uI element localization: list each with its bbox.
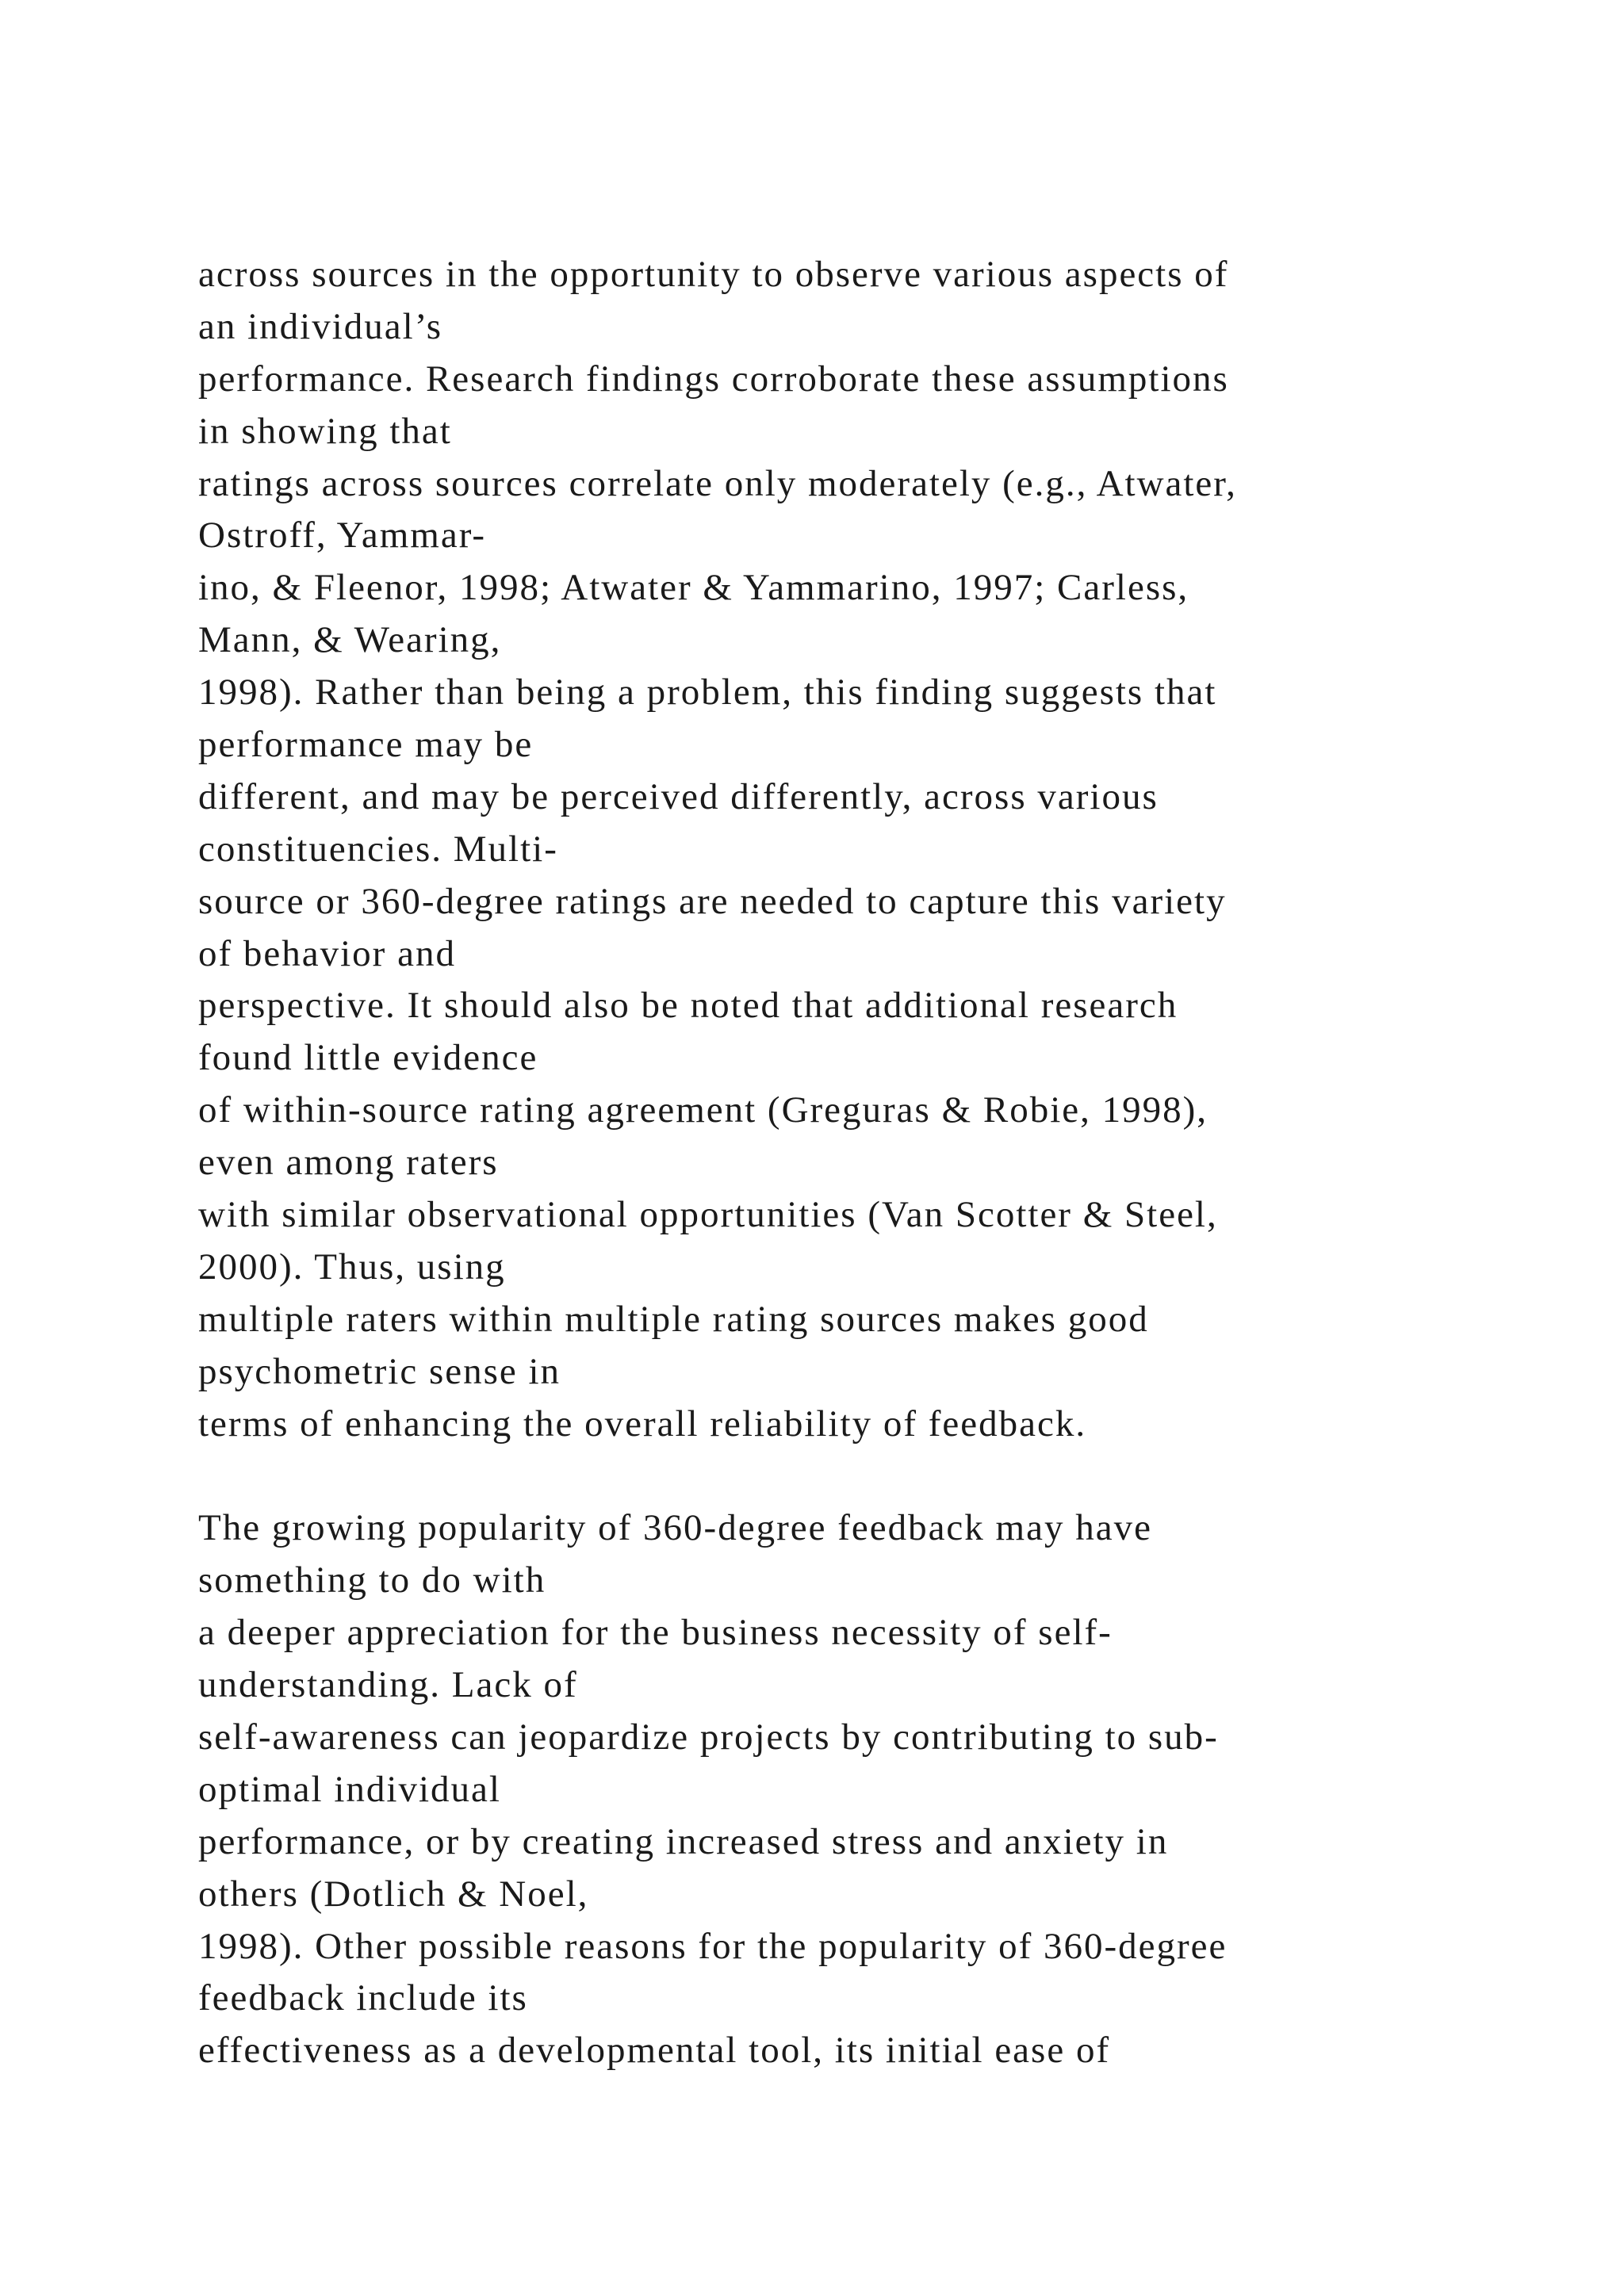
text-line: multiple raters within multiple rating sources makes good xyxy=(198,1298,1149,1340)
text-line: found little evidence xyxy=(198,1037,538,1079)
text-line: an individual’s xyxy=(198,305,443,347)
text-line: 1998). Rather than being a problem, this finding suggests that xyxy=(198,672,1217,714)
text-line: in showing that xyxy=(198,410,452,452)
text-line: terms of enhancing the overall reliability of feedback. xyxy=(198,1402,1087,1445)
text-line: ratings across sources correlate only moderately (e.g., Atwater, xyxy=(198,462,1237,504)
text-line: 1998). Other possible reasons for the popularity of 360-degree xyxy=(198,1925,1228,1967)
text-line: performance, or by creating increased stress and anxiety in xyxy=(198,1820,1169,1862)
text-line: across sources in the opportunity to observe various aspects of xyxy=(198,254,1229,295)
text-line: Mann, & Wearing, xyxy=(198,619,502,661)
text-line: optimal individual xyxy=(198,1768,501,1810)
text-line: 2000). Thus, using xyxy=(198,1246,506,1288)
text-line: perspective. It should also be noted that additional research xyxy=(198,985,1178,1027)
text-line: effectiveness as a developmental tool, its initial ease of xyxy=(198,2030,1111,2072)
text-line: performance. Research findings corroborate these assumptions xyxy=(198,358,1229,400)
text-line: ino, & Fleenor, 1998; Atwater & Yammarino, 1997; Carless, xyxy=(198,567,1189,609)
text-line: self-awareness can jeopardize projects by contributing to sub- xyxy=(198,1716,1219,1758)
text-line: something to do with xyxy=(198,1559,546,1601)
text-line: of behavior and xyxy=(198,932,456,974)
text-line: others (Dotlich & Noel, xyxy=(198,1873,589,1915)
text-line: Ostroff, Yammar- xyxy=(198,515,487,557)
text-line: understanding. Lack of xyxy=(198,1664,578,1706)
text-line: a deeper appreciation for the business necessity of self- xyxy=(198,1612,1113,1654)
text-line: different, and may be perceived differently, across various xyxy=(198,775,1159,817)
text-line: even among raters xyxy=(198,1142,499,1184)
text-line: feedback include its xyxy=(198,1977,528,2019)
text-line: The growing popularity of 360-degree feedback may have xyxy=(198,1507,1152,1549)
text-line: constituencies. Multi- xyxy=(198,828,558,870)
text-line: performance may be xyxy=(198,724,534,766)
text-line: psychometric sense in xyxy=(198,1350,561,1392)
text-line: with similar observational opportunities (Van Scotter & Steel, xyxy=(198,1194,1218,1236)
document-body xyxy=(198,249,1594,2077)
paragraph-break xyxy=(198,1450,1594,1502)
text-line: of within-source rating agreement (Greguras & Robie, 1998), xyxy=(198,1089,1208,1131)
text-line: source or 360-degree ratings are needed to capture this variety xyxy=(198,880,1227,922)
